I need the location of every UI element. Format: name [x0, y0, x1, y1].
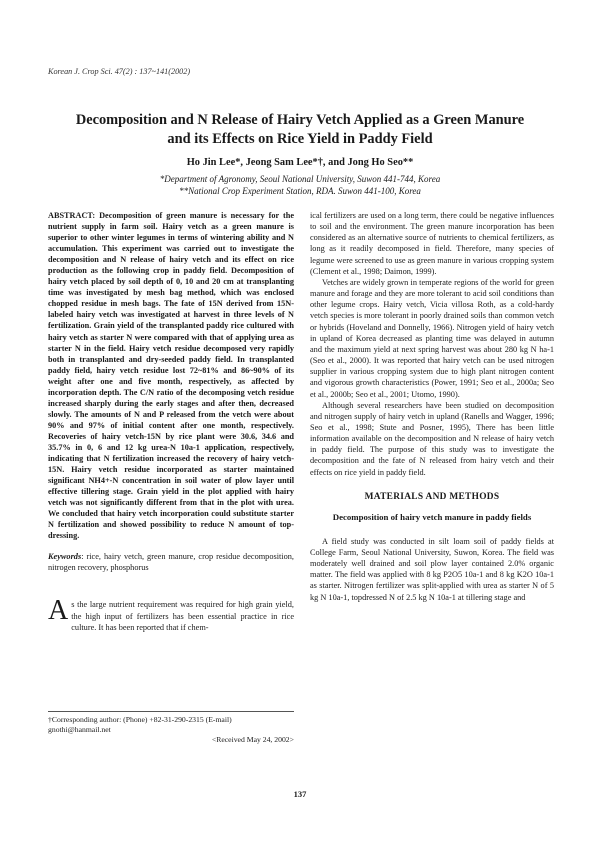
received-date: <Received May 24, 2002> [211, 735, 294, 744]
drop-cap: A [48, 595, 69, 627]
author-list: Ho Jin Lee*, Jeong Sam Lee*†, and Jong Ho Seo** [186, 157, 414, 168]
body-paragraph-4: A field study was conducted in silt loam soil of paddy fields at College Farm, Seoul National University, Suwon, Korea. The field was moderately well drained and soil plow layer contained 2.0% organic matter. The field was applied with 8 kg P2O5 10a-1 and 8 kg K2O 10a-1 as starter. Nitrogen fertilizer was split-applied with urea as starter N of 5 kg N 10a-1, topdressed N of 2.5 kg N 10a-1 at tillering stage and [310, 536, 554, 602]
keywords [48, 551, 294, 573]
title-line-1: Decomposition and N Release of Hairy Vetch Applied as a Green Manure [75, 112, 525, 128]
abstract-label: ABSTRACT [48, 211, 93, 220]
affiliation-1: *Department of Agronomy, Seoul National University, Suwon 441-744, Korea [159, 174, 441, 184]
title-line-2: and its Effects on Rice Yield in Paddy Field [167, 131, 433, 147]
body-paragraph-1: ical fertilizers are used on a long term, there could be negative influences to soil and the environment. The green manure incorporation has been considered as an alternative source of nutrients to chemical fertilizers, as long as it readily decomposed in field. Therefore, many species of legume were screened to use as green manure in various cropping system (Clement et al., 1998; Daimon, 1999). [310, 211, 554, 276]
affiliations [40, 173, 560, 197]
left-column [48, 210, 294, 633]
introduction-text: s the large nutrient requirement was required for high grain yield, the high input of fertilizers has been essential practice in rice culture. It has been reported that if chem- [71, 600, 294, 632]
abstract [48, 210, 294, 541]
right-column [310, 210, 554, 603]
footnote [48, 711, 294, 745]
page-number: 137 [293, 789, 307, 799]
corresponding-author: †Corresponding author: (Phone) +82-31-290-2315 (E-mail) gnothi@hanmail.net [48, 715, 232, 734]
keywords-text: : rice, hairy vetch, green manure, crop residue decomposition, nitrogen recovery, phosphorus [48, 552, 294, 573]
journal-citation: Korean J. Crop Sci. 47(2) : 137~141(2002) [48, 67, 191, 76]
affiliation-2: **National Crop Experiment Station, RDA. Suwon 441-100, Korea [179, 186, 421, 196]
body-paragraph-2: Vetches are widely grown in temperate regions of the world for green manure and forage and they are more tolerant to acid soil conditions than other legume crops. Hairy vetch, Vicia villosa Roth, as a cold-hardy vetch species is more tolerant in poorly drained soils than common vetch or hybrids (Hoveland and Donnelly, 1966). Nitrogen yield of hairy vetch in upland of Korea decreased as planting time was delayed in autumn and the maximum yield at next spring harvest was about 280 kg N ha-1 (Seo et al., 2000). It was reported that hairy vetch can be used nitrogen supplier in various cropping system due to high plant nitrogen content and vigorous growth characteristics (Power, 1991; Seo et al., 2000a; Seo et al., 2000b; Seo et al., 2001; Utomo, 1990). [310, 277, 554, 399]
body-paragraph-3: Although several researchers have been studied on decomposition and nitrogen supply of hairy vetch in upland (Ranells and Wagger, 1996; Seo et al., 1998; Stute and Posner, 1995), There has been little information available on the decomposition and N release of hairy vetch in paddy field. The purpose of this study was to investigate the decomposition and the fate of N released from hairy vetch and their effects on rice yield in paddy field. [310, 400, 554, 477]
section-heading: MATERIALS AND METHODS [364, 491, 500, 502]
sub-heading: Decomposition of hairy vetch manure in paddy fields [332, 511, 532, 522]
keywords-label: Keywords [48, 552, 82, 562]
introduction-paragraph [48, 595, 294, 632]
abstract-text: : Decomposition of green manure is necessary for the nutrient supply in farm soil. Hairy vetch as a green manure is superior to other winter legumes in terms of wintering ability and N accumulation. This experiment was carried out to investigate the decomposition and N release of hairy vetch and its effect on rice production as the following crop in paddy field. Decomposition of hairy vetch placed by soil depth of 0, 10 and 20 cm at transplanting time was investigated by mesh bag method, which was enclosed chopped residue in mesh bags. The fate of 15N derived from 15N-labeled hairy vetch was investigated at harvest in three levels of N fertilization. Grain yield of the transplanted paddy rice cultured with hairy vetch as starter N were compared with that of applying urea as starter N in the field. Hairy vetch residue decomposed very rapidly both in transplanted and dry-seeded paddy field. In transplanted paddy field, hairy vetch residue lost 72~81% and 86~90% of its weight after one and five month, respectively, as affected by incorporation depth. The C/N ratio of the decomposing vetch residue increased sharply during the early stages and after then, decreased slowly. The amounts of N and P released from the vetch were about 90% and 97% of initial content after one month, respectively. Recoveries of hairy vetch-15N by rice plant were 30.6, 34.6 and 35.7% in 0, 6 and 12 kg urea-N 10a-1 application, respectively, indicating that N fertilization increased the recovery of hairy vetch-15N. Hairy vetch residue incorporated as starter maintained significant NH4+-N concentration in soil water of plow layer until effective tillering stage. Grain yield in the plot applied with hairy vetch was not significantly different from that in the plot with urea. We concluded that hairy vetch incorporation could substitute starter N fertilization and showed possibility to reduce N amount of top-dressing. [48, 211, 294, 541]
paper-title [40, 111, 560, 149]
